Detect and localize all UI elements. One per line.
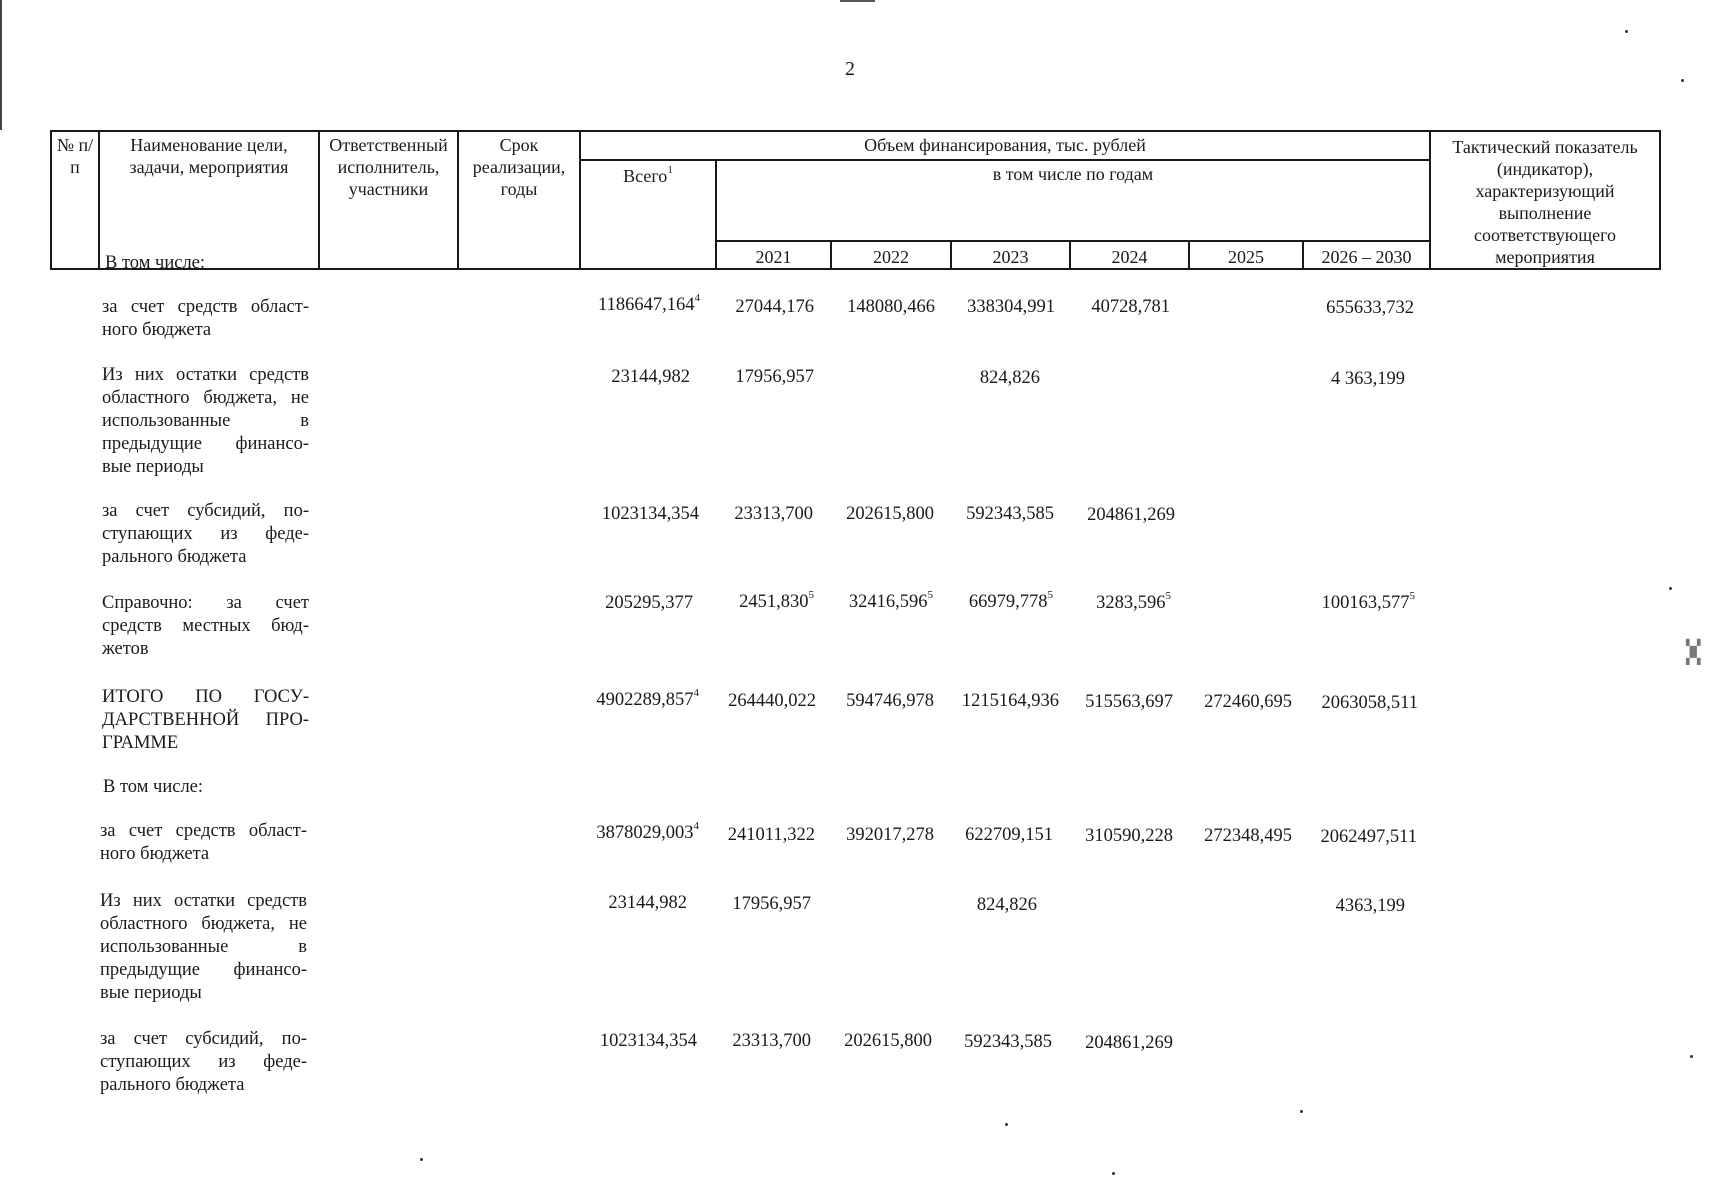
cell-total: 1023134,354 [601, 504, 699, 524]
header-executor: Ответственный исполнитель, участники [329, 135, 448, 199]
header-year-2022: 2022 [831, 241, 951, 269]
row-label: за счет субсидий, по-ступающих из феде-рального бюджета [100, 1029, 307, 1095]
cell-2022: 148080,466 [847, 297, 935, 317]
header-term: Срок реализации, годы [472, 135, 566, 199]
scan-speck [1112, 1172, 1115, 1175]
row-label: за счет субсидий, по-ступающих из феде-рального бюджета [102, 501, 309, 567]
header-number-cell [51, 131, 99, 269]
cell-2021: 241011,322 [727, 825, 815, 845]
scan-speck [1005, 1123, 1008, 1126]
scan-speck [1690, 1055, 1693, 1058]
cell-2023: 66979,778$^5$ [968, 588, 1053, 612]
scan-speck [420, 1158, 423, 1161]
row-label: В том числе: [105, 253, 206, 273]
cell-2026-2030: 2063058,511 [1321, 693, 1418, 713]
header-year-2021: 2021 [716, 241, 831, 269]
cell-2022: 202615,800 [846, 504, 934, 524]
cell-2021: 2451,830$^5$ [739, 588, 814, 612]
table-header [50, 130, 1661, 270]
header-year-2026-2030: 2026 – 2030 [1303, 241, 1430, 269]
cell-total: 205295,377 [605, 593, 693, 613]
row-label: В том числе: [103, 777, 204, 797]
cell-total: 23144,982 [608, 893, 687, 913]
cell-2026-2030: 2062497,511 [1320, 827, 1417, 847]
row-label: Из них остатки средств областного бюджета, не использованные в предыдущие финансо-вые периоды [100, 891, 307, 1003]
cell-2021: 17956,957 [735, 367, 814, 387]
cell-total: 23144,982 [611, 367, 690, 387]
cell-2026-2030: 655633,732 [1326, 298, 1414, 318]
cell-2025: 272348,495 [1204, 826, 1292, 846]
cell-2022: 32416,596$^5$ [848, 588, 933, 612]
cell-2024: 515563,697 [1085, 692, 1173, 712]
cell-2023: 622709,151 [965, 825, 1053, 845]
header-funding: Объем финансирования, тыс. рублей [864, 135, 1146, 155]
header-term-cell [458, 131, 580, 269]
cell-total: 1023134,354 [599, 1031, 697, 1051]
header-number: № п/п [56, 135, 94, 177]
scan-speck [1300, 1110, 1303, 1113]
header-name-cell [99, 131, 319, 269]
row-label: Справочно: за счет средств местных бюд-жетов [102, 593, 309, 659]
cell-total: 1186647,164$^4$ [598, 291, 700, 315]
cell-2022: 202615,800 [844, 1031, 932, 1051]
row-label: за счет средств област-ного бюджета [102, 297, 309, 340]
scan-top-mark [840, 0, 875, 2]
row-label: Из них остатки средств областного бюджета, не использованные в предыдущие финансо-вые периоды [102, 365, 309, 477]
cell-2024: 204861,269 [1085, 1033, 1173, 1053]
cell-2022: 594746,978 [846, 691, 934, 711]
cell-2026-2030: 4 363,199 [1331, 369, 1405, 389]
scan-speck [1669, 587, 1672, 590]
header-year-2025: 2025 [1189, 241, 1303, 269]
cell-2021: 17956,957 [732, 894, 811, 914]
row-label: ИТОГО ПО ГОСУ-ДАРСТВЕННОЙ ПРО-ГРАММЕ [102, 687, 309, 753]
cell-2024: 204861,269 [1087, 505, 1175, 525]
cell-2026-2030: 4363,199 [1335, 896, 1405, 916]
header-indicator: Тактический показатель (индикатор), характеризующий выполнение соответствующего мероприятия [1452, 137, 1638, 267]
page-number: 2 [845, 58, 855, 80]
cell-2025: 272460,695 [1204, 692, 1292, 712]
header-total: Всего [623, 166, 668, 186]
cell-total: 4902289,857$^4$ [596, 686, 699, 710]
cell-2021: 23313,700 [734, 504, 813, 524]
cell-2023: 592343,585 [964, 1032, 1052, 1052]
header-total-footnote: 1 [667, 164, 673, 176]
cell-2022: 392017,278 [846, 825, 934, 845]
header-name: Наименование цели, задачи, мероприятия [129, 135, 289, 177]
scan-smudge: ▚▞ ▞▚ [1686, 639, 1701, 665]
scan-speck [1681, 79, 1684, 82]
cell-2026-2030: 100163,577$^5$ [1321, 589, 1415, 613]
header-total-cell [580, 160, 716, 269]
cell-2021: 23313,700 [732, 1031, 811, 1051]
cell-2023: 824,826 [976, 895, 1037, 915]
header-indicator-cell [1430, 131, 1660, 269]
header-by-years-cell [716, 160, 1430, 241]
cell-total: 3878029,003$^4$ [596, 819, 699, 843]
header-year-2024: 2024 [1070, 241, 1189, 269]
cell-2023: 824,826 [979, 368, 1040, 388]
cell-2021: 264440,022 [728, 691, 816, 711]
row-label: за счет средств област-ного бюджета [100, 821, 307, 864]
scan-speck [1625, 30, 1628, 33]
cell-2023: 592343,585 [966, 504, 1054, 524]
cell-2024: 3283,596$^5$ [1096, 589, 1171, 613]
header-executor-cell [319, 131, 458, 269]
header-year-2023: 2023 [951, 241, 1070, 269]
cell-2023: 1215164,936 [961, 691, 1059, 711]
cell-2024: 40728,781 [1091, 297, 1170, 317]
cell-2023: 338304,991 [967, 297, 1055, 317]
cell-2024: 310590,228 [1085, 826, 1173, 846]
cell-2021: 27044,176 [735, 297, 814, 317]
header-funding-cell [580, 131, 1430, 160]
header-by-years: в том числе по годам [992, 164, 1154, 184]
scan-edge-line [0, 0, 2, 130]
